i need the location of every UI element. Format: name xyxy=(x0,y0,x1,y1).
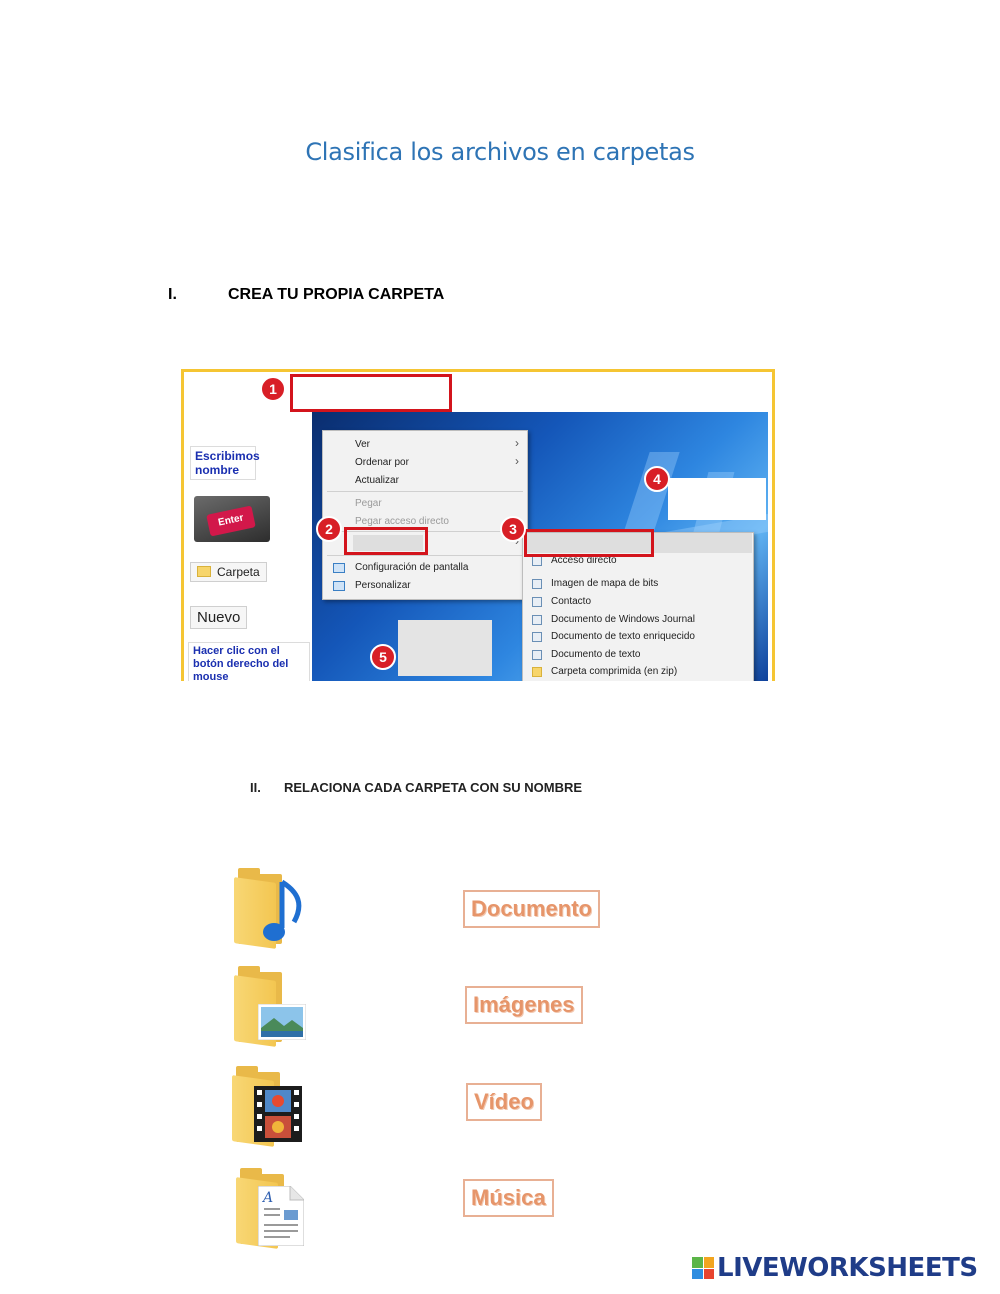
logo-blocks-icon xyxy=(692,1257,714,1279)
section-1-number: I. xyxy=(168,286,177,303)
badge-2: 2 xyxy=(316,516,342,542)
personalize-icon xyxy=(333,581,345,591)
zip-folder-icon xyxy=(532,667,542,677)
menu-item-pegar-acceso: Pegar acceso directo xyxy=(355,516,449,527)
highlight-box-3 xyxy=(524,529,654,557)
display-icon xyxy=(333,563,345,573)
rich-text-icon xyxy=(532,632,542,642)
contact-icon xyxy=(532,597,542,607)
badge-1: 1 xyxy=(260,376,286,402)
submenu-item-journal[interactable]: Documento de Windows Journal xyxy=(551,614,695,625)
section-1-title: CREA TU PROPIA CARPETA xyxy=(228,286,445,303)
music-folder-icon[interactable] xyxy=(234,868,306,948)
bitmap-icon xyxy=(532,579,542,589)
highlight-box-1 xyxy=(290,374,452,412)
submenu-item-imagen[interactable]: Imagen de mapa de bits xyxy=(551,578,659,589)
page-title: Clasifica los archivos en carpetas xyxy=(305,138,695,166)
section-2-heading xyxy=(250,780,582,795)
folder-icon xyxy=(197,566,211,577)
liveworksheets-logo[interactable] xyxy=(692,1253,978,1283)
submenu-item-enriquecido[interactable]: Documento de texto enriquecido xyxy=(551,631,695,642)
pictures-folder-icon[interactable] xyxy=(234,966,306,1046)
carpeta-text: Carpeta xyxy=(217,565,260,579)
menu-item-config[interactable]: Configuración de pantalla xyxy=(355,562,469,573)
video-folder-icon[interactable] xyxy=(232,1066,304,1146)
submenu-item-acceso[interactable]: Acceso directo xyxy=(551,555,617,566)
section-1-heading xyxy=(168,286,444,304)
badge-3: 3 xyxy=(500,516,526,542)
context-menu xyxy=(322,430,528,600)
shortcut-icon xyxy=(532,556,542,566)
nuevo-label: Nuevo xyxy=(190,606,247,629)
instruction-figure xyxy=(181,369,775,681)
logo-text: LIVEWORKSHEETS xyxy=(717,1253,978,1283)
enter-key-label: Enter xyxy=(206,505,256,536)
badge-5: 5 xyxy=(370,644,396,670)
name-option-video[interactable]: Vídeo xyxy=(466,1083,542,1121)
enter-key-image xyxy=(194,496,270,542)
menu-item-personalizar[interactable]: Personalizar xyxy=(355,580,411,591)
name-option-musica[interactable]: Música xyxy=(463,1179,554,1217)
submenu-item-zip[interactable]: Carpeta comprimida (en zip) xyxy=(551,666,678,677)
highlight-box-2 xyxy=(344,527,428,555)
badge-4: 4 xyxy=(644,466,670,492)
menu-item-ver[interactable]: Ver xyxy=(355,439,371,450)
documents-folder-icon[interactable] xyxy=(236,1168,308,1248)
menu-item-ordenar[interactable]: Ordenar por xyxy=(355,457,409,468)
menu-item-pegar: Pegar xyxy=(355,498,382,509)
blank-answer-4[interactable] xyxy=(668,478,766,520)
chevron-right-icon: › xyxy=(515,436,519,450)
carpeta-label xyxy=(190,562,267,582)
section-2-number: II. xyxy=(250,780,261,795)
chevron-right-icon: › xyxy=(515,454,519,468)
escribimos-nombre-label: Escribimos nombre xyxy=(190,446,256,480)
name-option-documento[interactable]: Documento xyxy=(463,890,600,928)
hacer-clic-label: Hacer clic con el botón derecho del mouse xyxy=(188,642,310,681)
menu-item-actualizar[interactable]: Actualizar xyxy=(355,475,399,486)
text-document-icon xyxy=(532,650,542,660)
blank-answer-5[interactable] xyxy=(398,620,492,676)
name-option-imagenes[interactable]: Imágenes xyxy=(465,986,583,1024)
submenu-item-contacto[interactable]: Contacto xyxy=(551,596,592,607)
journal-icon xyxy=(532,615,542,625)
section-2-title: RELACIONA CADA CARPETA CON SU NOMBRE xyxy=(284,780,583,795)
submenu-item-texto[interactable]: Documento de texto xyxy=(551,649,641,660)
svg-text:A: A xyxy=(263,1190,274,1206)
